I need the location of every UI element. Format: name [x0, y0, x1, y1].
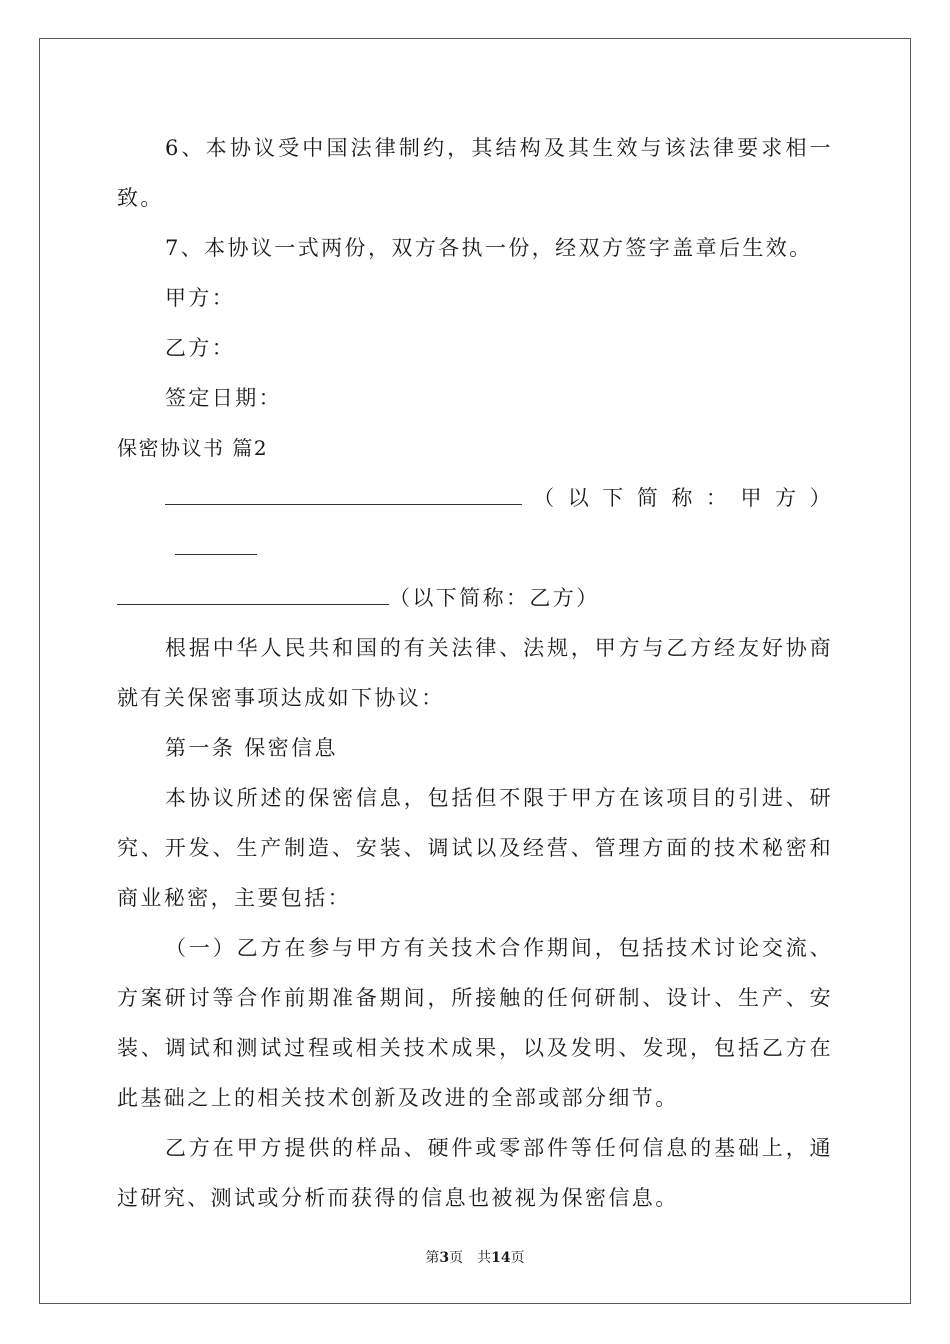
total-suffix: 页	[510, 1250, 525, 1266]
total-prefix: 共	[477, 1250, 492, 1266]
total-pages: 14	[491, 1250, 511, 1266]
party-a-blank	[165, 486, 522, 505]
party-b-blank	[117, 586, 389, 605]
article-1-title: 第一条 保密信息	[165, 736, 338, 760]
clause-7: 7、本协议一式两份，双方各执一份，经双方签字盖章后生效。	[165, 236, 813, 260]
section-title: 保密协议书 篇2	[117, 436, 269, 460]
page-prefix: 第	[425, 1250, 440, 1266]
party-a-label: 甲方：	[165, 286, 236, 310]
party-b-label: 乙方：	[165, 336, 236, 360]
party-a-note: （以下简称：甲方）	[522, 486, 833, 510]
sign-date-label: 签定日期：	[165, 386, 282, 410]
clause-6: 6、本协议受中国法律制约，其结构及其生效与该法律要求相一致。	[117, 136, 833, 210]
party-b-blank-start	[175, 536, 257, 555]
article-1-item-1: （一）乙方在参与甲方有关技术合作期间，包括技术讨论交流、方案研讨等合作前期准备期间，所接触的任何研制、设计、生产、安装、调试和测试过程或相关技术成果，以及发明、发现，包括乙方在此基础之上的相关技术创新及改进的全部或部分细节。	[117, 936, 833, 1110]
document-body	[117, 123, 833, 1223]
article-1-body: 本协议所述的保密信息，包括但不限于甲方在该项目的引进、研究、开发、生产制造、安装、调试以及经营、管理方面的技术秘密和商业秘密，主要包括：	[117, 786, 833, 910]
page-number: 3	[439, 1250, 450, 1266]
article-1-item-2: 乙方在甲方提供的样品、硬件或零部件等任何信息的基础上，通过研究、测试或分析而获得的信息也被视为保密信息。	[117, 1136, 833, 1210]
party-b-line	[117, 573, 833, 623]
page-footer	[0, 1247, 950, 1267]
page-suffix: 页	[449, 1250, 464, 1266]
party-a-line	[117, 473, 833, 573]
party-b-note: （以下简称：乙方）	[389, 586, 600, 610]
intro-paragraph: 根据中华人民共和国的有关法律、法规，甲方与乙方经友好协商就有关保密事项达成如下协议：	[117, 636, 833, 710]
